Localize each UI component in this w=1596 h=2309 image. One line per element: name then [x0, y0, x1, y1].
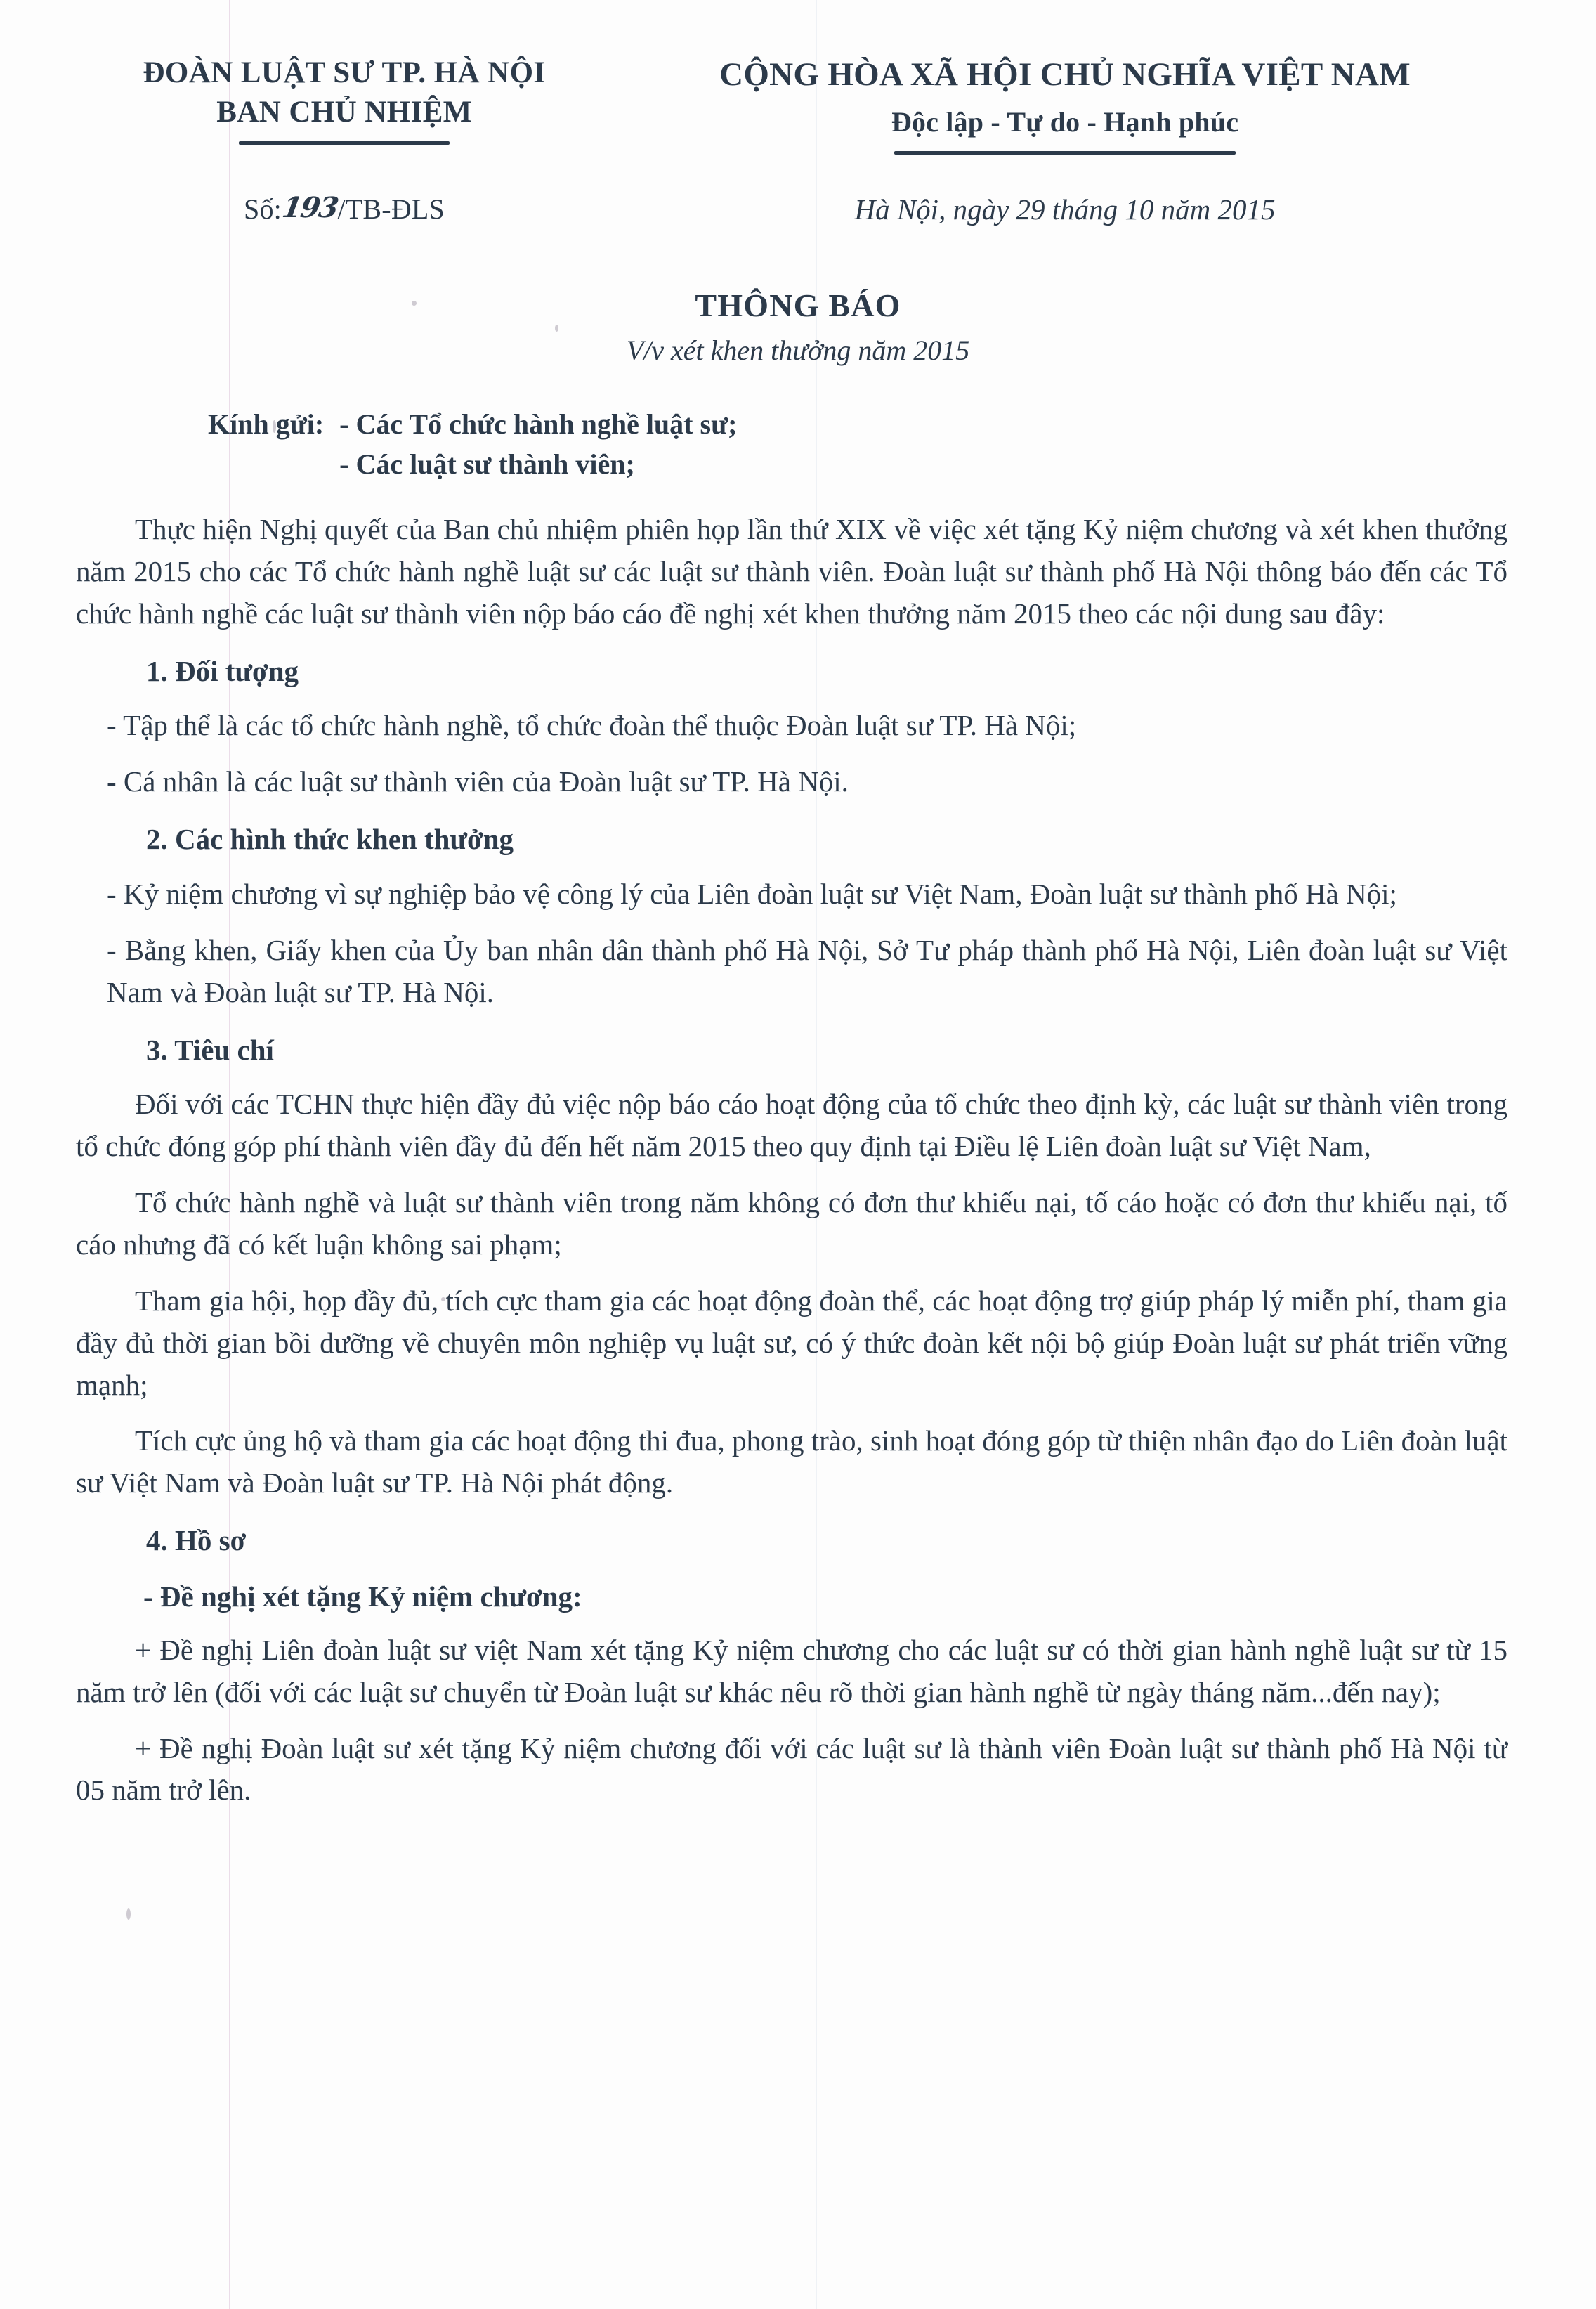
letterhead-divider-right	[894, 151, 1236, 155]
document-number-handwritten: 193	[280, 191, 340, 225]
recipients-label: Kính gửi:	[208, 408, 325, 441]
document-title: THÔNG BÁO	[695, 287, 901, 324]
letterhead-national	[611, 55, 1519, 155]
document-number-prefix: Số:	[244, 193, 282, 226]
section-4-paragraph: + Đề nghị Liên đoàn luật sư việt Nam xét tặng Kỷ niệm chương cho các luật sư có thời gian hành nghề luật sư từ 15 năm trở lên (đối với các luật sư chuyển từ Đoàn luật sư khác nêu rõ thời gian hành nghề từ ngày tháng năm...đến nay);	[76, 1633, 1507, 1708]
letterhead	[0, 0, 1596, 155]
document-number-suffix: /TB-ĐLS	[337, 193, 445, 226]
section-1-paragraph: - Cá nhân là các luật sư thành viên của Đoàn luật sư TP. Hà Nội.	[107, 765, 849, 798]
section-heading-1: 1. Đối tượng	[146, 654, 299, 687]
spacer	[76, 1718, 1507, 1728]
recipients-list	[339, 405, 737, 485]
section-heading-2: 2. Các hình thức khen thưởng	[146, 823, 514, 856]
reference-row	[0, 155, 1596, 226]
spacer	[76, 751, 1507, 761]
national-heading: CỘNG HÒA XÃ HỘI CHỦ NGHĨA VIỆT NAM	[719, 56, 1411, 93]
section-3-paragraph: Tích cực ủng hộ và tham gia các hoạt động thi đua, phong trào, sinh hoạt đóng góp từ thiện nhân đạo do Liên đoàn luật sư Việt Nam và Đoàn luật sư TP. Hà Nội phát động.	[76, 1424, 1507, 1500]
recipient-item: - Các Tổ chức hành nghề luật sư;	[339, 408, 738, 441]
national-motto: Độc lập - Tự do - Hạnh phúc	[891, 106, 1239, 138]
document-number-block	[77, 193, 611, 226]
recipients-block	[0, 405, 1596, 485]
spacer	[76, 1410, 1507, 1420]
recipients-row	[208, 405, 1596, 485]
spacer	[76, 1270, 1507, 1280]
section-3-paragraph: Đối với các TCHN thực hiện đầy đủ việc nộp báo cáo hoạt động của tổ chức theo định kỳ, các luật sư thành viên trong tổ chức đóng góp phí thành viên đầy đủ đến hết năm 2015 theo quy định tại Điều lệ Liên đoàn luật sư Việt Nam,	[76, 1088, 1507, 1163]
intro-paragraph: Thực hiện Nghị quyết của Ban chủ nhiệm phiên họp lần thứ XIX về việc xét tặng Kỷ niệm chương và xét khen thưởng năm 2015 cho các Tổ chức hành nghề luật sư các luật sư thành viên. Đoàn luật sư thành phố Hà Nội thông báo đến các Tổ chức hành nghề các luật sư thành viên nộp báo cáo đề nghị xét khen thưởng năm 2015 theo các nội dung sau đây:	[76, 512, 1507, 630]
section-4-paragraph: + Đề nghị Đoàn luật sư xét tặng Kỷ niệm chương đối với các luật sư là thành viên Đoàn luật sư thành phố Hà Nội từ 05 năm trở lên.	[76, 1731, 1507, 1807]
spacer	[76, 1172, 1507, 1182]
letterhead-organization	[77, 55, 611, 145]
section-2-paragraph: - Bằng khen, Giấy khen của Ủy ban nhân dân thành phố Hà Nội, Sở Tư pháp thành phố Hà Nội, Liên đoàn luật sư Việt Nam và Đoàn luật sư TP. Hà Nội.	[107, 933, 1507, 1008]
section-3-paragraph: Tổ chức hành nghề và luật sư thành viên trong năm không có đơn thư khiếu nại, tố cáo hoặc có đơn thư khiếu nại, tố cáo nhưng đã có kết luận không sai phạm;	[76, 1186, 1507, 1261]
title-block	[0, 287, 1596, 367]
spacer	[76, 920, 1507, 930]
document-body	[0, 509, 1596, 1812]
section-2-paragraph: - Kỷ niệm chương vì sự nghiệp bảo vệ công lý của Liên đoàn luật sư Việt Nam, Đoàn luật sư thành phố Hà Nội;	[107, 878, 1397, 910]
section-1-paragraph: - Tập thể là các tổ chức hành nghề, tổ chức đoàn thể thuộc Đoàn luật sư TP. Hà Nội;	[107, 709, 1077, 742]
document-subtitle: V/v xét khen thưởng năm 2015	[626, 334, 970, 367]
scan-speck	[126, 1908, 131, 1920]
document-number	[244, 193, 445, 226]
organization-department: BAN CHỦ NHIỆM	[216, 96, 472, 129]
section-4-subheading: - Đề nghị xét tặng Kỷ niệm chương:	[143, 1580, 582, 1613]
recipient-item: - Các luật sư thành viên;	[339, 448, 635, 481]
section-3-paragraph: Tham gia hội, họp đầy đủ, tích cực tham gia các hoạt động đoàn thể, các hoạt động trợ giúp pháp lý miễn phí, tham gia đầy đủ thời gian bồi dưỡng về chuyên môn nghiệp vụ luật sư, có ý thức đoàn kết nội bộ giúp Đoàn luật sư phát triển vững mạnh;	[76, 1284, 1507, 1401]
section-heading-3: 3. Tiêu chí	[146, 1033, 274, 1066]
section-heading-4: 4. Hồ sơ	[146, 1524, 247, 1557]
place-date-block	[611, 193, 1519, 226]
organization-name: ĐOÀN LUẬT SƯ TP. HÀ NỘI	[143, 56, 546, 89]
letterhead-divider-left	[239, 141, 450, 145]
place-date: Hà Nội, ngày 29 tháng 10 năm 2015	[854, 193, 1276, 226]
